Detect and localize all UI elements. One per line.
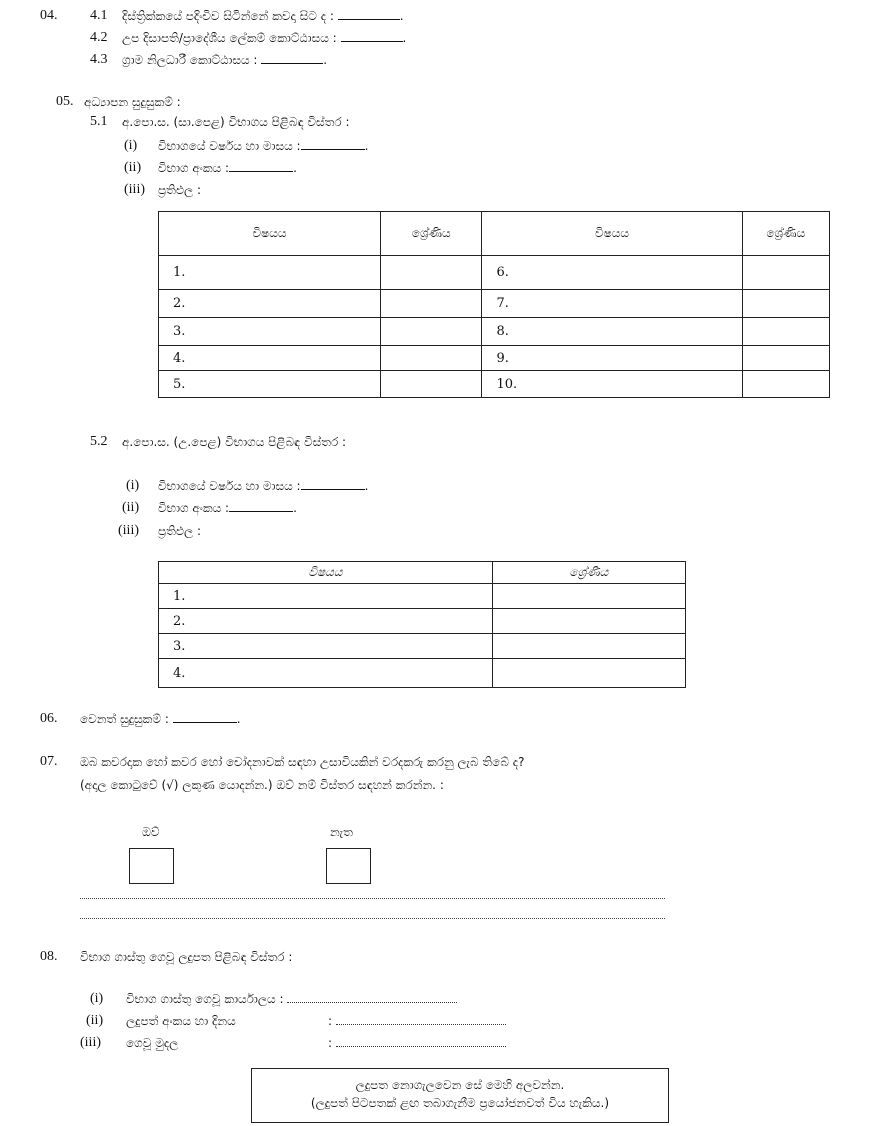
fee-office-number: (i) — [90, 991, 104, 1006]
ol-row-3-grade[interactable] — [380, 318, 481, 346]
receipt-number-date-field: : — [328, 1013, 506, 1029]
amount-paid-blank[interactable] — [336, 1036, 506, 1047]
item-4-2-blank[interactable] — [341, 31, 403, 42]
conviction-question: ඔබ කවරදාක හෝ කවර හෝ චෝදනාවක් සඳහා උසාවියකින් වරදකරු කරනු ලැබ තිබේ ද? — [80, 755, 525, 769]
al-header-grade: ශ්‍රේණිය — [492, 562, 685, 584]
receipt-number-date-label: ලදුපත් අංකය හා දිනය — [126, 1014, 236, 1028]
ol-row-2-subject[interactable]: 2. — [159, 290, 381, 318]
item-5-2-number: 5.2 — [90, 434, 108, 449]
ol-header-subject-left: විෂයය — [159, 212, 381, 256]
al-year-month-blank[interactable] — [301, 479, 365, 490]
al-index-label: විභාග අංකය : . — [158, 501, 297, 515]
al-row-2-grade[interactable] — [492, 609, 685, 634]
no-label: නැත — [330, 825, 353, 839]
al-header-subject: විෂයය — [159, 562, 493, 584]
ol-year-month-blank[interactable] — [301, 139, 365, 150]
al-row-4-grade[interactable] — [492, 659, 685, 688]
ol-item-iii-number: (iii) — [124, 182, 145, 197]
other-qualifications-blank[interactable] — [173, 712, 237, 723]
receipt-paste-box[interactable] — [251, 1068, 669, 1123]
item-5-1-title: අ.පො.ස. (සා.පෙළ) විභාගය පිළිබඳ විස්තර : — [122, 115, 350, 129]
ol-item-i-number: (i) — [124, 138, 138, 153]
item-4-1-blank[interactable] — [338, 9, 400, 20]
ol-row-5-grade[interactable] — [380, 371, 481, 398]
item-4-3-label: ග්‍රාම නිලධාරී කොට්ඨාසය : . — [122, 53, 328, 67]
al-row-4-subject[interactable]: 4. — [159, 659, 493, 688]
al-item-ii-number: (ii) — [122, 500, 140, 515]
receipt-box-line-2: (ලදුපත් පිටපතක් ළඟ තබාගැනීම ප්‍රයෝජනවත් විය හැකිය.) — [310, 1096, 610, 1110]
ol-item-ii-number: (ii) — [124, 160, 142, 175]
amount-paid-field: : — [328, 1035, 506, 1051]
ol-results-label: ප්‍රතිඵල : — [158, 183, 202, 197]
item-5-1-number: 5.1 — [90, 114, 108, 129]
no-checkbox[interactable] — [326, 848, 371, 884]
fee-office-blank[interactable] — [287, 992, 457, 1003]
section-08-number: 08. — [40, 949, 58, 964]
item-4-2-number: 4.2 — [90, 30, 108, 45]
al-item-i-number: (i) — [126, 478, 140, 493]
item-5-2-title: අ.පො.ස. (උ.පෙළ) විභාගය පිළිබඳ විස්තර : — [122, 435, 347, 449]
ol-row-10-grade[interactable] — [742, 371, 829, 398]
al-year-month-label: විභාගයේ වර්ෂය හා මාසය : . — [158, 479, 369, 493]
item-4-3-blank[interactable] — [261, 53, 323, 64]
section-05-number: 05. — [56, 94, 74, 109]
ol-row-3-subject[interactable]: 3. — [159, 318, 381, 346]
ol-row-5-subject[interactable]: 5. — [159, 371, 381, 398]
details-line-1[interactable] — [80, 898, 665, 899]
al-item-iii-number: (iii) — [118, 523, 139, 538]
ol-header-subject-right: විෂයය — [482, 212, 742, 256]
other-qualifications-label: වෙනත් සුදුසුකම් : . — [80, 712, 241, 726]
section-05-title: අධ්‍යාපන සුදුසුකම් : — [84, 95, 181, 109]
ol-row-8-grade[interactable] — [742, 318, 829, 346]
yes-checkbox[interactable] — [129, 848, 174, 884]
ol-row-7-subject[interactable]: 7. — [482, 290, 742, 318]
al-row-1-subject[interactable]: 1. — [159, 584, 493, 609]
section-07-number: 07. — [40, 754, 58, 769]
al-index-blank[interactable] — [229, 501, 293, 512]
fee-office-label: විභාග ගාස්තු ගෙවූ කාර්යාලය : — [126, 991, 457, 1007]
ol-row-4-grade[interactable] — [380, 346, 481, 371]
ol-index-blank[interactable] — [229, 161, 293, 172]
ol-row-8-subject[interactable]: 8. — [482, 318, 742, 346]
details-line-2[interactable] — [80, 918, 665, 919]
receipt-details-title: විභාග ගාස්තු ගෙවූ ලදුපත පිළිබඳ විස්තර : — [80, 950, 293, 964]
section-06-number: 06. — [40, 711, 58, 726]
ol-index-label: විභාග අංකය : . — [158, 161, 297, 175]
amount-paid-number: (iii) — [80, 1035, 101, 1050]
ol-row-9-subject[interactable]: 9. — [482, 346, 742, 371]
ol-row-10-subject[interactable]: 10. — [482, 371, 742, 398]
ol-row-9-grade[interactable] — [742, 346, 829, 371]
al-row-2-subject[interactable]: 2. — [159, 609, 493, 634]
al-results-table — [158, 561, 686, 688]
amount-paid-label: ගෙවූ මුදල — [126, 1036, 179, 1050]
al-row-3-grade[interactable] — [492, 634, 685, 659]
item-4-3-number: 4.3 — [90, 52, 108, 67]
yes-label: ඔව් — [142, 825, 160, 839]
al-results-label: ප්‍රතිඵල : — [158, 524, 202, 538]
item-4-1-number: 4.1 — [90, 8, 108, 23]
receipt-number-date-blank[interactable] — [336, 1014, 506, 1025]
conviction-instruction: (අදාල කොටුවේ (√) ලකුණ යොදන්න.) ඔව් නම් විස්තර සඳහන් කරන්න. : — [80, 778, 444, 792]
section-04-number: 04. — [40, 8, 58, 23]
ol-results-table — [158, 211, 830, 398]
ol-header-grade-right: ශ්‍රේණිය — [742, 212, 829, 256]
item-4-1-label: දිස්ත්‍රික්කයේ පදිංචිව සිටින්නේ කවදා සිට ද : . — [122, 9, 404, 23]
ol-row-2-grade[interactable] — [380, 290, 481, 318]
item-4-2-label: උප දිසාපති/ප්‍රාදේශීය ලේකම් කොට්ඨාසය : . — [122, 31, 407, 45]
ol-row-4-subject[interactable]: 4. — [159, 346, 381, 371]
ol-year-month-label: විභාගයේ වර්ෂය හා මාසය : . — [158, 139, 369, 153]
ol-row-1-grade[interactable] — [380, 256, 481, 290]
ol-row-1-subject[interactable]: 1. — [159, 256, 381, 290]
receipt-box-line-1: ලදුපත නොගැලවෙන සේ මෙහි අලවන්න. — [355, 1078, 565, 1092]
al-row-3-subject[interactable]: 3. — [159, 634, 493, 659]
ol-row-6-grade[interactable] — [742, 256, 829, 290]
ol-row-7-grade[interactable] — [742, 290, 829, 318]
ol-header-grade-left: ශ්‍රේණිය — [380, 212, 481, 256]
receipt-number-date-number: (ii) — [86, 1013, 104, 1028]
al-row-1-grade[interactable] — [492, 584, 685, 609]
ol-row-6-subject[interactable]: 6. — [482, 256, 742, 290]
